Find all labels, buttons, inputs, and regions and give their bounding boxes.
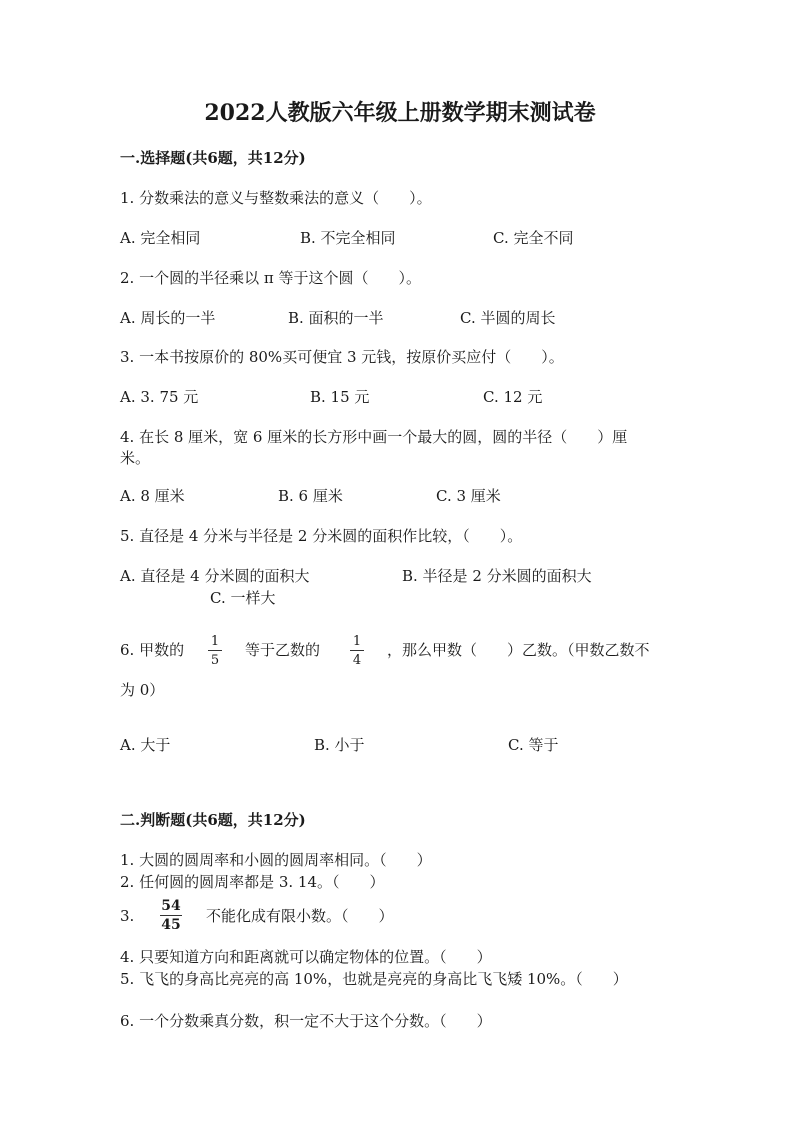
question-5-option-a: A. 直径是 4 分米圆的面积大 bbox=[120, 567, 310, 585]
question-3-option-a: A. 3. 75 元 bbox=[120, 388, 199, 406]
question-6-text-part3: ，那么甲数（ ）乙数。（甲数乙数不 bbox=[387, 641, 650, 659]
section-heading-judgment: 二.判断题(共6题，共12分) bbox=[120, 811, 306, 829]
judgment-4: 4. 只要知道方向和距离就可以确定物体的位置。（ ） bbox=[120, 948, 492, 966]
question-2-option-a: A. 周长的一半 bbox=[120, 309, 216, 327]
fraction-2-numerator: 1 bbox=[350, 634, 364, 651]
question-4-option-c: C. 3 厘米 bbox=[436, 487, 501, 505]
judgment-1: 1. 大圆的圆周率和小圆的圆周率相同。（ ） bbox=[120, 851, 432, 869]
exam-title: 2022人教版六年级上册数学期末测试卷 bbox=[204, 100, 596, 126]
question-1-option-c: C. 完全不同 bbox=[493, 229, 574, 247]
question-2-option-b: B. 面积的一半 bbox=[288, 309, 384, 327]
question-5-option-b: B. 半径是 2 分米圆的面积大 bbox=[402, 567, 592, 585]
section-heading-choice: 一.选择题(共6题，共12分) bbox=[120, 149, 306, 167]
question-4-option-b: B. 6 厘米 bbox=[278, 487, 343, 505]
judgment-6: 6. 一个分数乘真分数，积一定不大于这个分数。（ ） bbox=[120, 1012, 492, 1030]
question-6-fraction-1 bbox=[208, 634, 222, 668]
question-6-fraction-2 bbox=[350, 634, 364, 668]
judgment-3-fraction bbox=[160, 899, 182, 933]
question-6-text-line2: 为 0） bbox=[120, 681, 165, 699]
question-3-stem: 3. 一本书按原价的 80%买可便宜 3 元钱，按原价买应付（ ）。 bbox=[120, 348, 564, 366]
question-6-option-a: A. 大于 bbox=[120, 736, 171, 754]
judgment-3-numerator: 54 bbox=[161, 898, 181, 914]
fraction-1-numerator: 1 bbox=[208, 634, 222, 651]
question-6-text-part1: 6. 甲数的 bbox=[120, 641, 185, 659]
judgment-2: 2. 任何圆的圆周率都是 3. 14。（ ） bbox=[120, 873, 385, 891]
question-1-option-b: B. 不完全相同 bbox=[300, 229, 396, 247]
question-4-option-a: A. 8 厘米 bbox=[120, 487, 185, 505]
judgment-5: 5. 飞飞的身高比亮亮的高 10%，也就是亮亮的身高比飞飞矮 10%。（ ） bbox=[120, 970, 628, 988]
question-3-option-b: B. 15 元 bbox=[310, 388, 370, 406]
question-2-stem: 2. 一个圆的半径乘以 π 等于这个圆（ ）。 bbox=[120, 269, 421, 287]
question-5-option-c: C. 一样大 bbox=[210, 589, 276, 607]
fraction-1-denominator: 5 bbox=[210, 653, 220, 668]
question-6-text-part2: 等于乙数的 bbox=[245, 641, 321, 659]
question-2-option-c: C. 半圆的周长 bbox=[460, 309, 556, 327]
question-1-option-a: A. 完全相同 bbox=[120, 229, 201, 247]
judgment-3-denominator: 45 bbox=[161, 917, 181, 933]
question-3-option-c: C. 12 元 bbox=[483, 388, 543, 406]
question-5-stem: 5. 直径是 4 分米与半径是 2 分米圆的面积作比较，（ ）。 bbox=[120, 527, 523, 545]
question-4-stem-line2: 米。 bbox=[120, 449, 151, 467]
question-1-stem: 1. 分数乘法的意义与整数乘法的意义（ ）。 bbox=[120, 189, 432, 207]
judgment-3-label: 3. bbox=[120, 907, 135, 925]
question-6-option-c: C. 等于 bbox=[508, 736, 559, 754]
question-4-stem-line1: 4. 在长 8 厘米，宽 6 厘米的长方形中画一个最大的圆，圆的半径（ ）厘 bbox=[120, 428, 628, 446]
judgment-3-text: 不能化成有限小数。（ ） bbox=[206, 907, 394, 925]
question-6-option-b: B. 小于 bbox=[314, 736, 365, 754]
fraction-2-denominator: 4 bbox=[352, 653, 362, 668]
